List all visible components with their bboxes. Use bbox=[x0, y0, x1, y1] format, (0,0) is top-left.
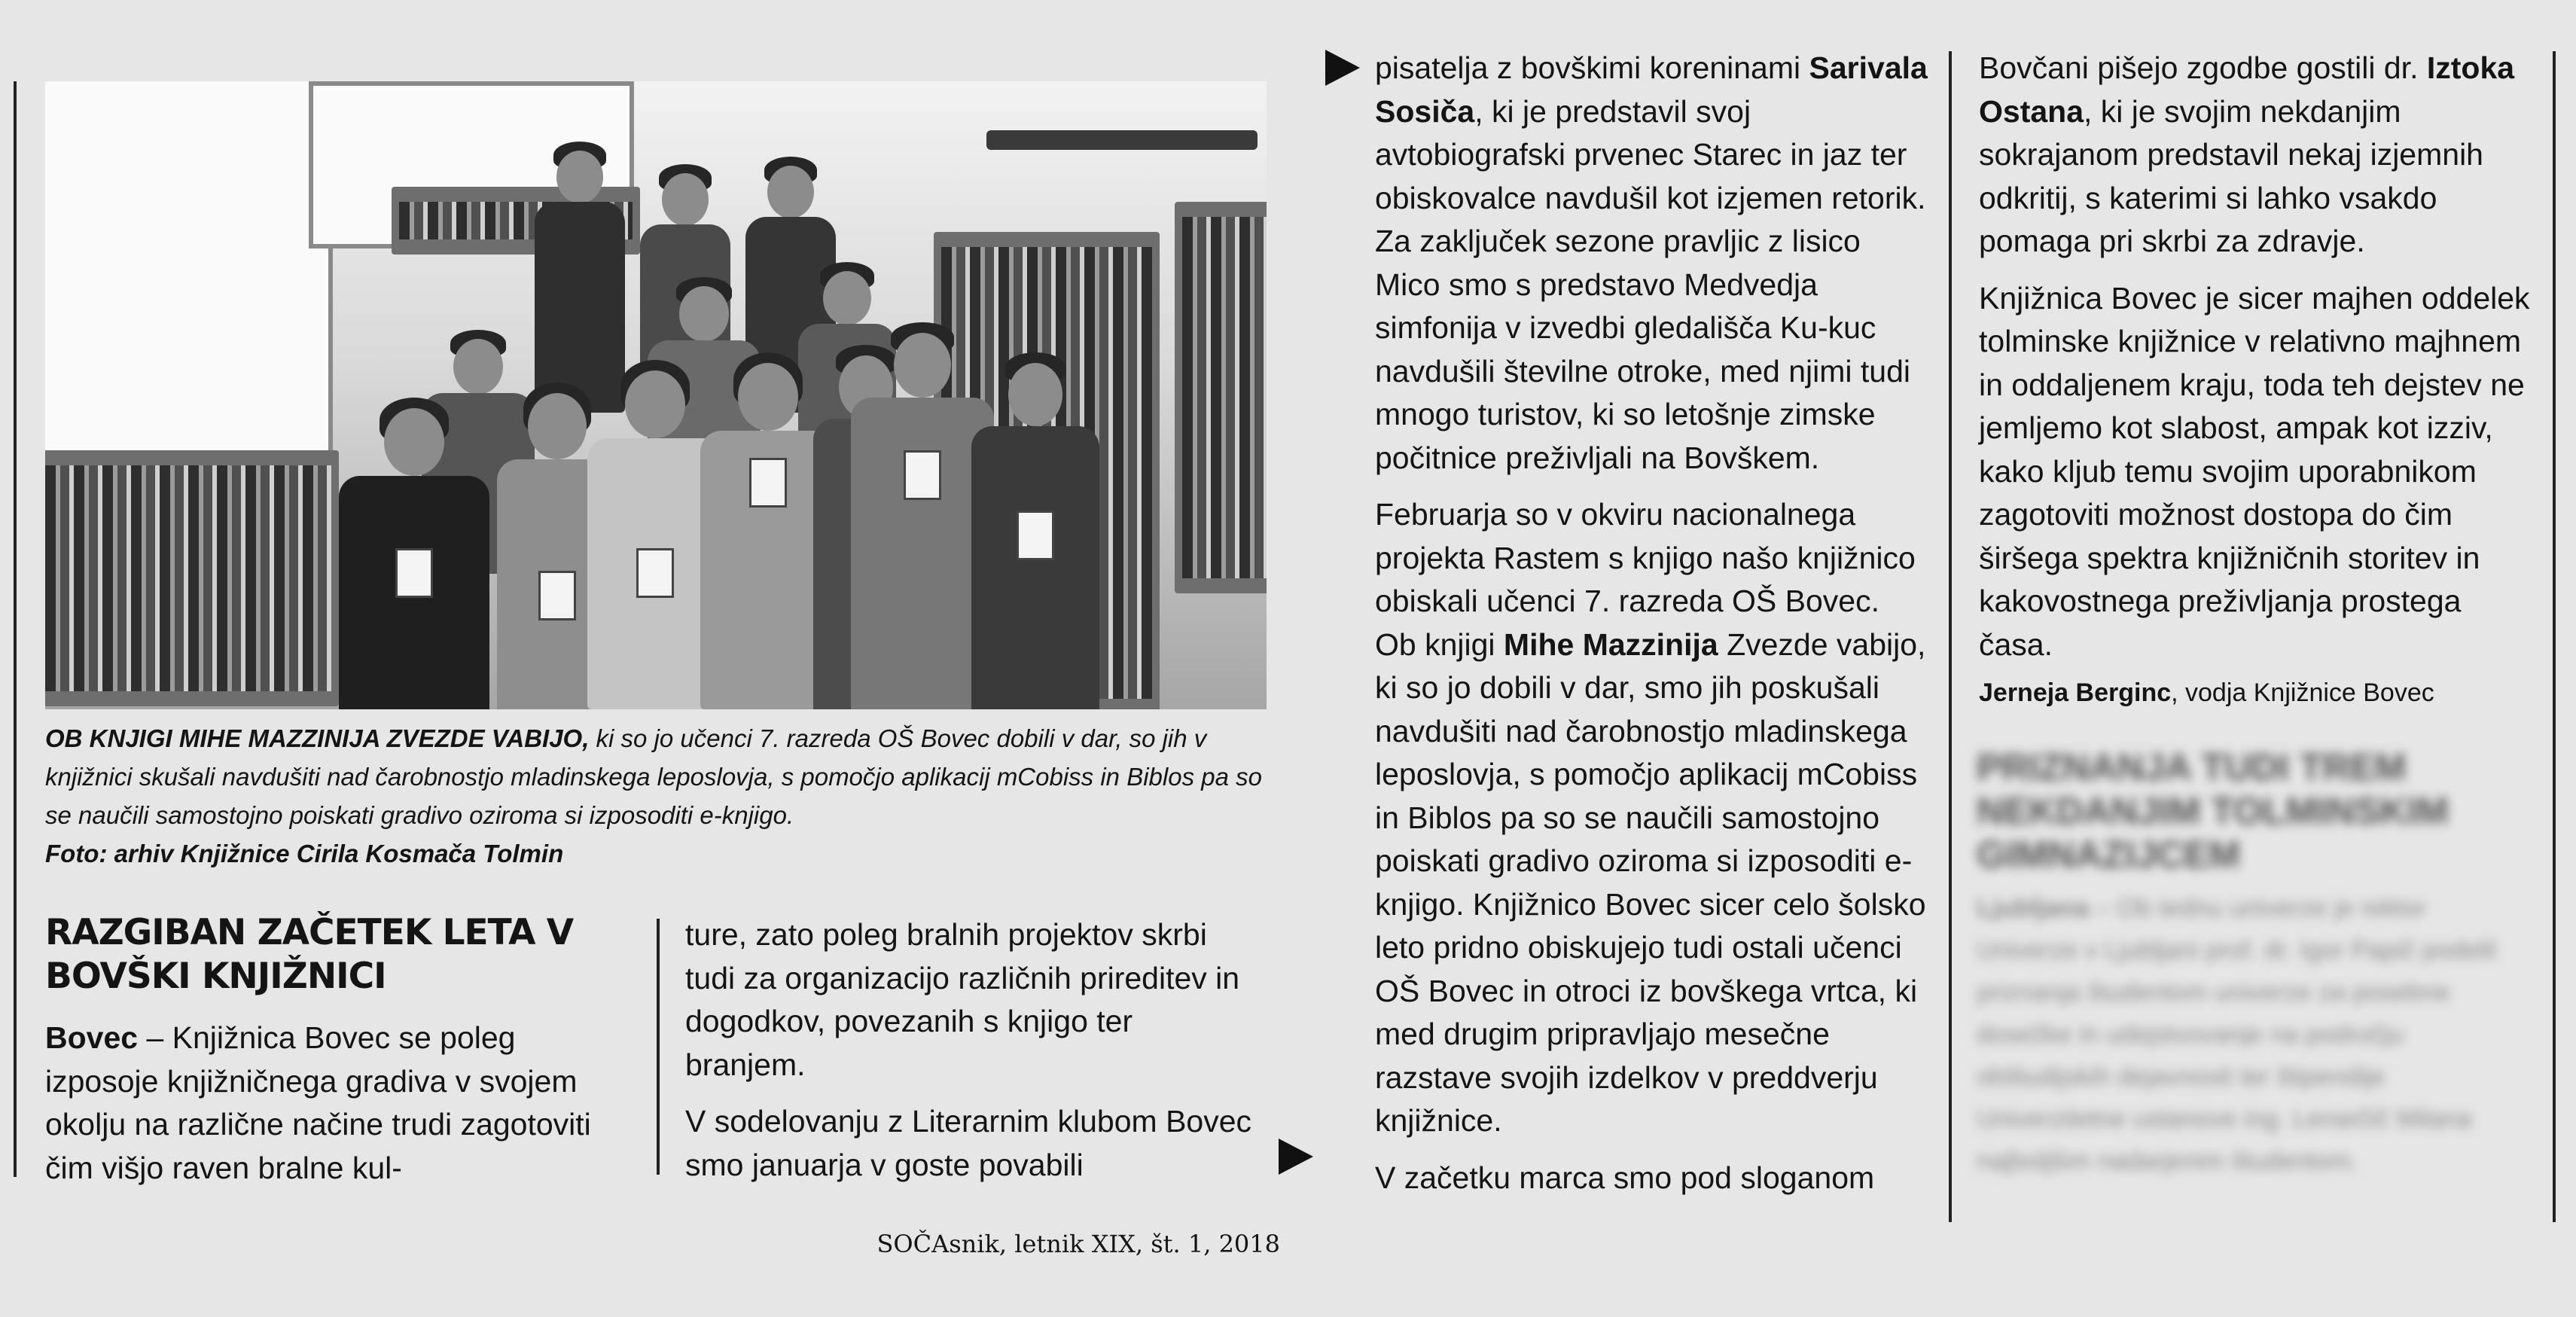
column-rule-1 bbox=[657, 919, 660, 1175]
continue-arrow-icon bbox=[1279, 1139, 1313, 1175]
article-column-3 bbox=[1375, 47, 1928, 1213]
column-4-p1-end: , ki je svojim nekdanjim sokrajanom predstavil nekaj izjemnih odkritij, s katerimi si lahko vsakdo pomaga pri skrbi za zdravje. bbox=[1979, 93, 2483, 258]
signature-role: , vodja Knjižnice Bovec bbox=[2171, 678, 2434, 707]
column-4-paragraph-2: Knjižnica Bovec je sicer majhen oddelek tolminske knjižnice v relativno majhnem in oddaljenem kraju, toda teh dejstev ne jemljemo kot slabost, ampak kot izziv, kako kljub temu svojim uporabnikom zagotoviti možnost dostopa do čim širšega spektra knjižničnih storitev in kakovostnega preživljanja prostega časa. bbox=[1979, 280, 2530, 662]
article-column-1 bbox=[45, 1017, 625, 1203]
caption-lead: OB KNJIGI MIHE MAZZINIJA ZVEZDE VABIJO, bbox=[45, 724, 590, 752]
blurred-body bbox=[1977, 887, 2526, 1182]
author-name-mazzini: Mihe Mazzinija bbox=[1503, 626, 1718, 662]
article-headline bbox=[45, 911, 648, 998]
caption-text: ki so jo učenci 7. razreda OŠ Bovec dobili v dar, so jih v knjižnici skušali navdušiti nad čarobnostjo mladinskega leposlovja, s pomočjo aplikacij mCobiss in Biblos pa so se naučili samostojno poiskati gradivo oziroma si izposoditi e-knjigo. bbox=[45, 724, 1262, 829]
column-3-p2-end: Zvezde vabijo, ki so jo dobili v dar, smo jih poskušali navdušiti nad čarobnostjo mladinskega leposlovja, s pomočjo aplikacij mCobiss in Biblos pa so se naučili samostojno poiskati gradivo oziroma si izposoditi e-knjigo. Knjižnico Bovec sicer celo šolsko leto pridno obiskujejo tudi ostali učenci OŠ Bovec in otroci iz bovškega vrtca, ki med drugim pripravljajo mesečne razstave svojih izdelkov v preddverju knjižnice. bbox=[1375, 626, 1926, 1138]
blurred-headline: PRIZNANJA TUDI TREM NEKDANJIM TOLMINSKIM GIMNAZIJCEM bbox=[1977, 746, 2449, 876]
photo-student bbox=[339, 398, 489, 709]
photo-bookshelf-left bbox=[45, 450, 339, 706]
column-4-p1-start: Bovčani pišejo zgodbe gostili dr. bbox=[1979, 50, 2427, 85]
dateline-place: Bovec bbox=[45, 1020, 139, 1055]
signature-name: Jerneja Berginc bbox=[1979, 678, 2172, 707]
headline-line-2: BOVŠKI KNJIŽNICI bbox=[45, 956, 386, 997]
photo-bookshelf-right bbox=[1175, 202, 1267, 593]
column-2-paragraph-2: V sodelovanju z Literarnim klubom Bovec smo januarja v goste povabili bbox=[685, 1104, 1252, 1182]
headline-line-1: RAZGIBAN ZAČETEK LETA V bbox=[45, 912, 574, 953]
column-3-p2-start: Februarja so v okviru nacionalnega projekta Rastem s knjigo našo knjižnico obiskali učenci 7. razreda OŠ Bovec. Ob knjigi bbox=[1375, 497, 1916, 662]
column-rule-2 bbox=[1949, 51, 1952, 1222]
photo-caption bbox=[45, 719, 1280, 873]
continued-arrow-icon bbox=[1325, 50, 1360, 86]
blurred-text: – Ob tednu univerze je rektor Univerze v Ljubljani prof. dr. Igor Papič podelil priznanja študentom univerze za posebne dosežke in udejstvovanje na področju obštudijskih dejavnosti ter štipendije Univerzitetne ustanove ing. Lenarčič Milana najboljšim nadarjenim študentom. bbox=[1977, 894, 2496, 1175]
photo-ceiling-lamp bbox=[986, 130, 1258, 150]
column-3-p1-end: , ki je predstavil svoj avtobiografski prvenec Starec in jaz ter obiskovalce navdušil kot izjemen retorik. Za zaključek sezone pravljic z lisico Mico smo s predstavo Medvedja simfonija v izvedbi gledališča Ku-kuc navdušili številne otroke, med njimi tudi mnogo turistov, ki so letošnje zimske počitnice preživljali na Bovškem. bbox=[1375, 93, 1926, 475]
column-2-paragraph-1: ture, zato poleg bralnih projektov skrbi tudi za organizacijo različnih prireditev in dogodkov, povezanih s knjigo ter branjem. bbox=[685, 917, 1240, 1082]
photo-student bbox=[971, 352, 1099, 709]
guest-name-ostan: Iztoka Ostana bbox=[1979, 50, 2515, 129]
article-photo bbox=[45, 81, 1267, 709]
page-footer: SOČAsnik, letnik XIX, št. 1, 2018 bbox=[876, 1230, 1280, 1258]
right-page-rule bbox=[2553, 51, 2556, 1222]
author-name-sosic: Sarivala Sosiča bbox=[1375, 50, 1928, 129]
photo-credit: Foto: arhiv Knjižnice Cirila Kosmača Tolmin bbox=[45, 840, 564, 867]
blurred-place: Ljubljana bbox=[1977, 894, 2090, 922]
article-column-2 bbox=[685, 913, 1258, 1200]
blurred-next-article bbox=[1977, 745, 2526, 1227]
photo-window-left bbox=[45, 81, 333, 474]
column-3-paragraph-3: V začetku marca smo pod sloganom bbox=[1375, 1160, 1875, 1195]
left-page-rule bbox=[14, 81, 17, 1177]
column-1-text: – Knjižnica Bovec se poleg izposoje knjižničnega gradiva v svojem okolju na različne načine trudi zagotoviti čim višjo raven bralne kul- bbox=[45, 1020, 591, 1185]
article-column-4 bbox=[1979, 47, 2536, 712]
article-signature bbox=[1979, 674, 2536, 712]
column-3-p1-start: pisatelja z bovškimi koreninami bbox=[1375, 50, 1809, 85]
